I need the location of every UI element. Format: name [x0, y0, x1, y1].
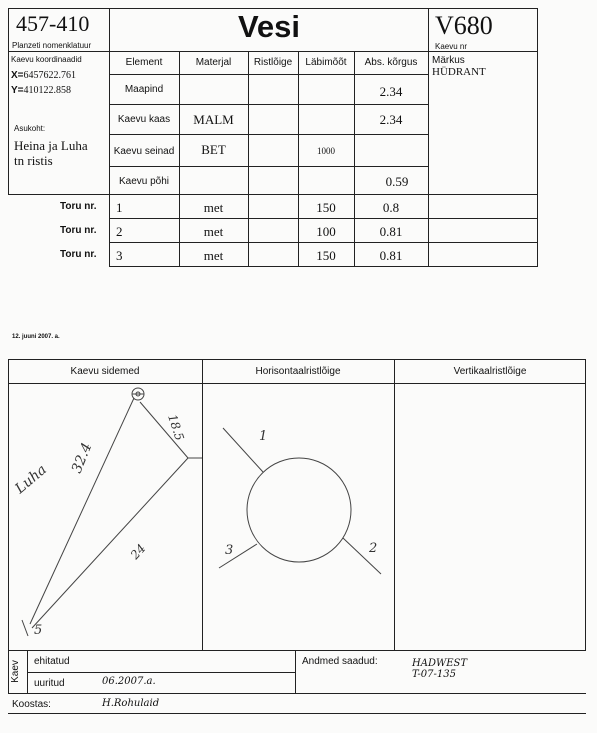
diagram-col-horizontal: Horisontaalristlõige — [255, 366, 341, 377]
nomenclature-caption: Planzeti nomenklatuur — [12, 41, 92, 50]
row-lid-abs: 2.34 — [379, 112, 403, 127]
connections-sketch — [8, 384, 202, 650]
surveyed-label: uuritud — [34, 678, 65, 689]
pipe-3-diameter: 150 — [316, 248, 336, 263]
sketch-street-line — [32, 458, 188, 628]
author-label: Koostas: — [12, 699, 51, 710]
pipe-1-number: 1 — [116, 200, 123, 215]
row-label-bottom: Kaevu põhi — [118, 176, 170, 187]
pipe-1-abs: 0.8 — [382, 200, 400, 215]
page-title: Vesi — [237, 9, 301, 44]
row-walls-material: BET — [201, 142, 226, 157]
data-source-line-2: T-07-135 — [412, 669, 456, 680]
pipe-2-material: met — [203, 224, 224, 239]
row-ground-abs: 2.34 — [379, 84, 403, 99]
author-value: H.Rohulaid — [102, 698, 160, 709]
pipe-1-diameter: 150 — [316, 200, 336, 215]
y-value: 410122.858 — [23, 85, 72, 96]
row-bottom-abs: 0.59 — [385, 174, 409, 189]
date-note: 12. juuni 2007. a. — [12, 334, 60, 340]
pipe-1-mark: 1 — [259, 429, 268, 444]
built-label: ehitatud — [34, 656, 70, 667]
location-line-1: Heina ja Luha — [14, 138, 88, 153]
coordinates-caption: Kaevu koordinaadid — [11, 55, 82, 64]
location-line-2: tn ristis — [14, 153, 53, 168]
y-coordinate — [11, 85, 71, 96]
sketch-street-label: Luha — [12, 461, 50, 498]
pipe-1-label: Toru nr. — [60, 201, 97, 212]
x-value: 6457622.761 — [23, 70, 77, 81]
row-lid-material: MALM — [193, 112, 234, 127]
sketch-length-24: 24 — [127, 541, 149, 563]
pipe-3-number: 3 — [116, 248, 123, 263]
pipe-3-abs: 0.81 — [379, 248, 403, 263]
location-caption: Asukoht: — [14, 124, 46, 133]
hydrant-icon — [132, 388, 144, 400]
sketch-length-32: 32.4 — [68, 440, 96, 476]
surveyed-value: 06.2007.a. — [102, 676, 156, 687]
sketch-length-18: 18.5 — [165, 412, 187, 443]
sketch-line-32 — [30, 398, 134, 624]
well-number-value: V680 — [435, 11, 493, 40]
horizontal-section — [203, 384, 394, 650]
row-label-walls: Kaevu seinad — [113, 146, 175, 157]
data-source-line-1: HADWEST — [412, 658, 468, 669]
pipe-2-mark: 2 — [369, 541, 378, 556]
pipe-3-material: met — [203, 248, 224, 263]
pipe-2-number: 2 — [116, 224, 123, 239]
row-walls-diameter: 1000 — [317, 146, 335, 156]
diagram-col-vertical: Vertikaalristlõige — [453, 366, 527, 377]
col-element: Element — [125, 57, 163, 68]
pipe-2-label: Toru nr. — [60, 225, 97, 236]
nomenclature-value: 457-410 — [16, 11, 90, 36]
sketch-mark: 5 — [34, 623, 43, 638]
x-coordinate — [11, 70, 76, 81]
diagram-col-connections: Kaevu sidemed — [70, 366, 140, 377]
y-label: Y= — [11, 85, 24, 96]
well-circle — [247, 458, 351, 562]
well-number-caption: Kaevu nr — [435, 42, 468, 51]
col-material: Materjal — [195, 57, 232, 68]
pipe-1-material: met — [203, 200, 224, 215]
pipe-3-mark: 3 — [225, 543, 234, 558]
pipe-3-label: Toru nr. — [60, 249, 97, 260]
col-cross-section: Ristlõige — [253, 57, 293, 68]
data-source-label: Andmed saadud: — [302, 656, 378, 667]
pipe-2-diameter: 100 — [316, 224, 336, 239]
row-label-lid: Kaevu kaas — [117, 114, 171, 125]
pipe-1-line — [223, 428, 263, 472]
remarks-value: HÜDRANT — [432, 66, 486, 78]
col-abs-height: Abs. kõrgus — [364, 57, 418, 68]
x-label: X= — [11, 70, 24, 81]
row-label-ground: Maapind — [124, 84, 164, 95]
remarks-label: Märkus — [432, 55, 465, 66]
well-side-label: Kaev — [9, 660, 21, 683]
col-diameter: Läbimõõt — [305, 57, 347, 68]
pipe-2-abs: 0.81 — [379, 224, 403, 239]
